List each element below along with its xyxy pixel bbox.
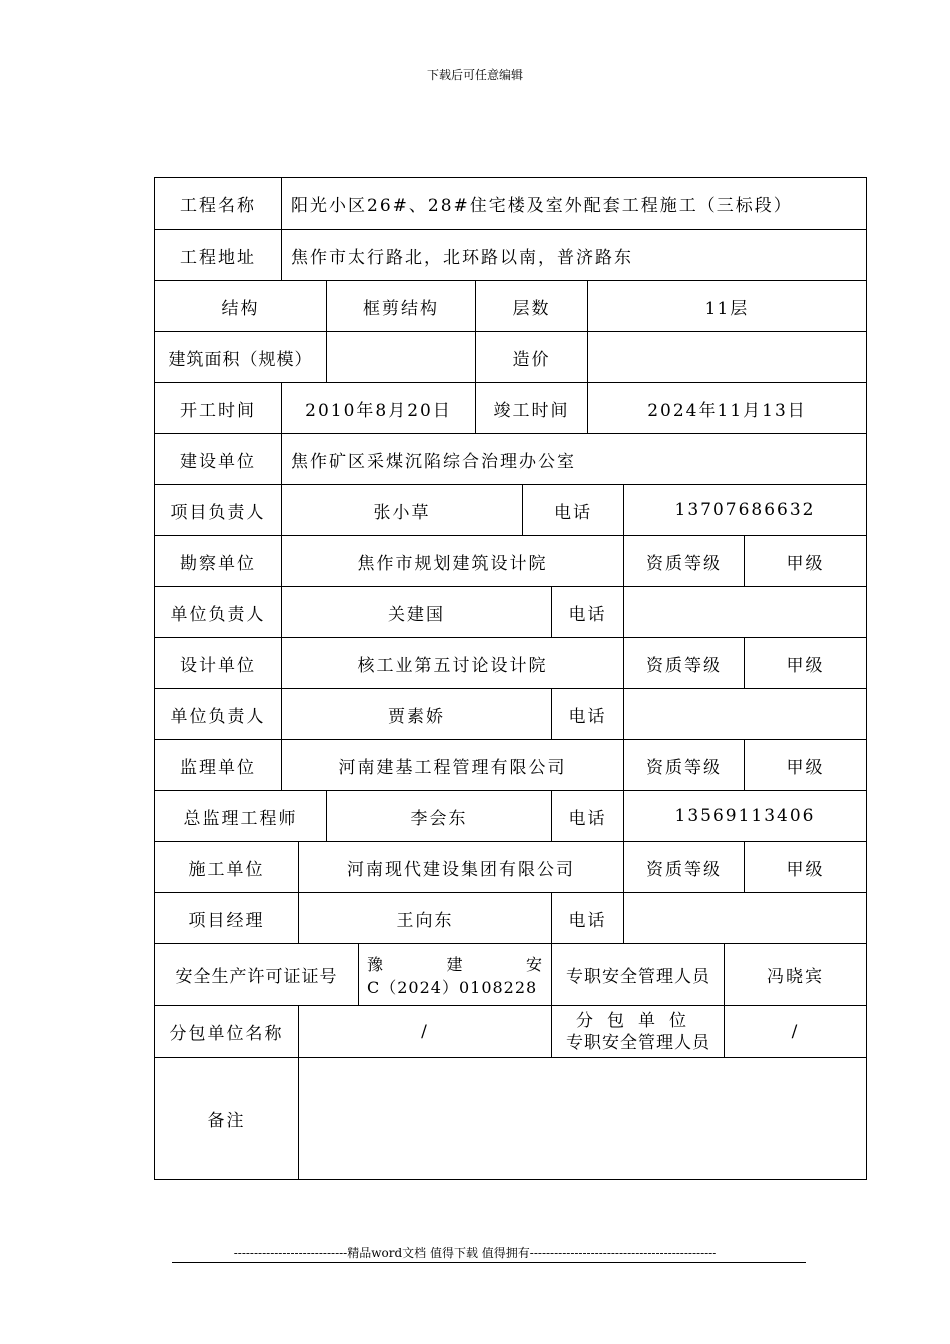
start-date-label: 开工时间 xyxy=(155,383,282,434)
supervision-grade-value: 甲级 xyxy=(745,740,866,791)
chief-engineer-value: 李会东 xyxy=(327,791,552,842)
survey-lead-phone-label: 电话 xyxy=(552,587,624,638)
sub-safety-label xyxy=(552,1006,725,1058)
project-manager-value: 王向东 xyxy=(299,893,552,944)
area-label: 建筑面积（规模） xyxy=(155,332,327,383)
design-lead-value: 贾素娇 xyxy=(282,689,552,740)
construction-grade-label: 资质等级 xyxy=(624,842,745,893)
project-lead-label: 项目负责人 xyxy=(155,485,282,536)
supervision-grade-label: 资质等级 xyxy=(624,740,745,791)
design-grade-value: 甲级 xyxy=(745,638,866,689)
sub-safety-label-line1: 分包单位 xyxy=(576,1010,700,1031)
license-label: 安全生产许可证证号 xyxy=(155,944,359,1006)
project-lead-phone-value: 13707686632 xyxy=(624,485,866,536)
chief-engineer-phone-label: 电话 xyxy=(552,791,624,842)
survey-unit-value: 焦作市规划建筑设计院 xyxy=(282,536,624,587)
design-grade-label: 资质等级 xyxy=(624,638,745,689)
project-manager-label: 项目经理 xyxy=(155,893,299,944)
address-value: 焦作市太行路北，北环路以南，普济路东 xyxy=(282,230,866,281)
remarks-value xyxy=(299,1058,866,1179)
project-manager-phone-label: 电话 xyxy=(552,893,624,944)
sub-safety-value: / xyxy=(725,1006,866,1058)
license-number: C（2024）0108228 xyxy=(367,977,538,997)
design-unit-value: 核工业第五讨论设计院 xyxy=(282,638,624,689)
end-date-label: 竣工时间 xyxy=(476,383,588,434)
project-lead-phone-label: 电话 xyxy=(523,485,624,536)
construction-grade-value: 甲级 xyxy=(745,842,866,893)
project-info-form xyxy=(154,177,867,1180)
construction-unit-label: 施工单位 xyxy=(155,842,299,893)
end-date-value: 2024年11月13日 xyxy=(588,383,866,434)
survey-grade-value: 甲级 xyxy=(745,536,866,587)
subcontract-label: 分包单位名称 xyxy=(155,1006,299,1058)
supervision-unit-label: 监理单位 xyxy=(155,740,282,791)
footer-text: ----------------------------精品word文档 值得下载 值得拥有---------------------------------------------- xyxy=(233,1246,717,1260)
design-lead-phone-label: 电话 xyxy=(552,689,624,740)
project-lead-value: 张小草 xyxy=(282,485,523,536)
subcontract-value: / xyxy=(299,1006,552,1058)
floors-label: 层数 xyxy=(476,281,588,332)
construction-unit-value: 河南现代建设集团有限公司 xyxy=(299,842,624,893)
chief-engineer-label: 总监理工程师 xyxy=(155,791,327,842)
owner-value: 焦作矿区采煤沉陷综合治理办公室 xyxy=(282,434,866,485)
supervision-unit-value: 河南建基工程管理有限公司 xyxy=(282,740,624,791)
floors-value: 11层 xyxy=(588,281,866,332)
remarks-label: 备注 xyxy=(155,1058,299,1179)
license-char-3: 安 xyxy=(525,954,543,974)
design-unit-label: 设计单位 xyxy=(155,638,282,689)
cost-value xyxy=(588,332,866,383)
survey-lead-label: 单位负责人 xyxy=(155,587,282,638)
license-prefix xyxy=(367,952,543,975)
start-date-value: 2010年8月20日 xyxy=(282,383,476,434)
safety-manager-label: 专职安全管理人员 xyxy=(552,944,725,1006)
design-lead-label: 单位负责人 xyxy=(155,689,282,740)
sub-safety-label-line2: 专职安全管理人员 xyxy=(566,1032,710,1053)
project-name-value: 阳光小区26#、28#住宅楼及室外配套工程施工（三标段） xyxy=(282,178,866,230)
design-lead-phone-value xyxy=(624,689,866,740)
header-note: 下载后可任意编辑 xyxy=(426,68,523,82)
survey-lead-phone-value xyxy=(624,587,866,638)
survey-unit-label: 勘察单位 xyxy=(155,536,282,587)
chief-engineer-phone-value: 13569113406 xyxy=(624,791,866,842)
footer-rule xyxy=(172,1262,806,1263)
safety-manager-value: 冯晓宾 xyxy=(725,944,866,1006)
survey-lead-value: 关建国 xyxy=(282,587,552,638)
owner-label: 建设单位 xyxy=(155,434,282,485)
license-value xyxy=(359,944,552,1006)
license-char-1: 豫 xyxy=(367,954,385,974)
structure-value: 框剪结构 xyxy=(327,281,476,332)
area-value xyxy=(327,332,476,383)
project-name-label: 工程名称 xyxy=(155,178,282,230)
survey-grade-label: 资质等级 xyxy=(624,536,745,587)
cost-label: 造价 xyxy=(476,332,588,383)
license-char-2: 建 xyxy=(446,954,464,974)
structure-label: 结构 xyxy=(155,281,327,332)
project-manager-phone-value xyxy=(624,893,866,944)
address-label: 工程地址 xyxy=(155,230,282,281)
